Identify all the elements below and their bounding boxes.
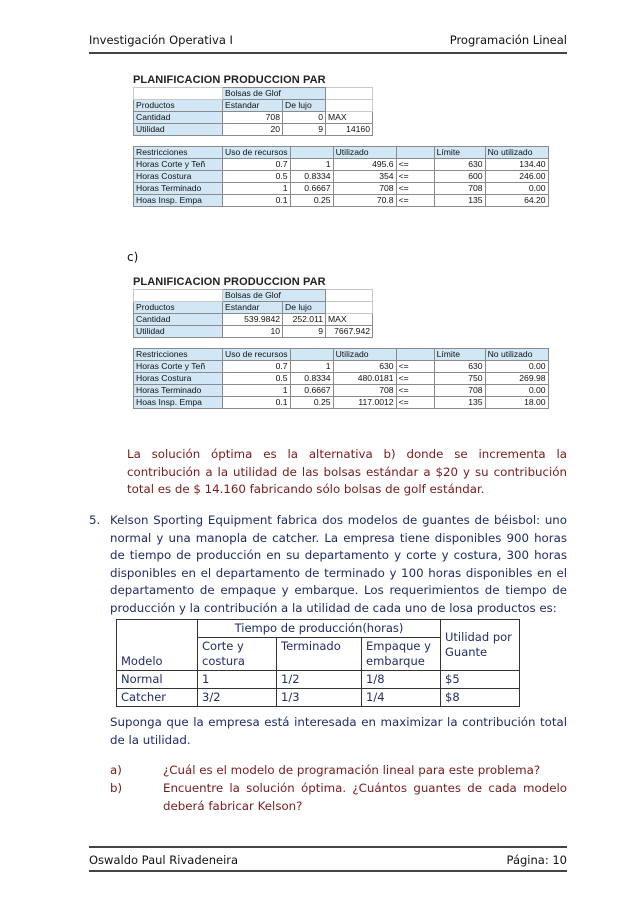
- group-header: Bolsas de Glof: [223, 88, 326, 100]
- table-row: Horas Costura 0.5 0.8334 354 <= 600 246.00: [134, 171, 549, 183]
- table-row: Horas Terminado 1 0.6667 708 <= 708 0.00: [134, 385, 549, 397]
- table-row: Productos Estandar De lujo: [134, 100, 373, 112]
- group-header: Bolsas de Glof: [223, 290, 326, 302]
- table-row: Utilidad 20 9 14160: [134, 124, 373, 136]
- footer-bottom-rule: [89, 870, 567, 872]
- table-row: Hoas Insp. Empa 0.1 0.25 117.0012 <= 135 18.00: [134, 397, 549, 409]
- col-header-empaque: Empaque y embarque: [362, 638, 441, 671]
- col-header-model: Modelo: [117, 620, 198, 671]
- col-header-terminado: Terminado: [277, 638, 362, 671]
- page-header: [89, 33, 567, 51]
- table-row: Hoas Insp. Empa 0.1 0.25 70.8 <= 135 64.20: [134, 195, 549, 207]
- problem-statement: Kelson Sporting Equipment fabrica dos modelos de guantes de béisbol: uno normal y una manopla de catcher. La empresa tiene disponibles 900 horas de tiempo de producción en su departamento y corte y costura, 300 horas disponibles en el departamento de terminado y 100 horas disponibles en el departamento de empaque y embarque. Los requerimientos de tiempo de producción y la contribución a la utilidad de cada uno de losa productos es:: [110, 513, 567, 615]
- table-row: Normal 1 1/2 1/8 $5: [117, 671, 520, 689]
- spreadsheet-constraints-table: [133, 348, 549, 409]
- problem-number: 5.: [89, 513, 101, 527]
- spreadsheet-top-table: [133, 87, 373, 136]
- table-row: Cantidad 539.9842 252.011 MAX: [134, 314, 373, 326]
- question-a-text: ¿Cuál es el modelo de programación lineal para este problema?: [163, 763, 541, 777]
- table-header-row: Restricciones Uso de recursos Utilizado Límite No utilizado: [134, 147, 549, 159]
- page-number: Página: 10: [506, 853, 567, 867]
- suppose-paragraph: Suponga que la empresa está interesada en maximizar la contribución total de la utilidad.: [110, 715, 567, 747]
- table-title: Tiempo de producción(horas): [198, 620, 441, 638]
- spreadsheet-constraints-table: [133, 146, 549, 207]
- header-rule: [89, 52, 567, 54]
- question-a-label: a): [110, 763, 122, 777]
- footer-author: Oswaldo Paul Rivadeneira: [89, 853, 239, 867]
- spreadsheet-1: [133, 74, 549, 207]
- conclusion-paragraph: La solución óptima es la alternativa b) donde se incrementa la contribución a la utilidad de las bolsas estándar a $20 y su contribución total es de $ 14.160 fabricando sólo bolsas de golf estándar.: [127, 447, 567, 496]
- col-header-utilidad: Utilidad por Guante: [441, 620, 520, 671]
- table-row: Utilidad 10 9 7667.942: [134, 326, 373, 338]
- table-row: Productos Estandar De lujo: [134, 302, 373, 314]
- col-header-corte: Corte y costura: [198, 638, 277, 671]
- question-b-text: Encuentre la solución óptima. ¿Cuántos guantes de cada modelo deberá fabricar Kelson?: [163, 781, 567, 813]
- item-label-c: c): [127, 250, 139, 264]
- footer-rule: [89, 846, 567, 848]
- question-b-label: b): [110, 781, 123, 795]
- header-course: Investigación Operativa I: [89, 33, 233, 47]
- spreadsheet-title: PLANIFICACION PRODUCCION PAR: [133, 74, 326, 86]
- table-row: Horas Corte y Teñ 0.7 1 495.6 <= 630 134.40: [134, 159, 549, 171]
- table-row: Horas Terminado 1 0.6667 708 <= 708 0.00: [134, 183, 549, 195]
- spreadsheet-2: [133, 276, 549, 409]
- table-row: Horas Corte y Teñ 0.7 1 630 <= 630 0.00: [134, 361, 549, 373]
- production-time-table: [116, 619, 520, 707]
- spreadsheet-title: PLANIFICACION PRODUCCION PAR: [133, 276, 326, 288]
- table-row: Horas Costura 0.5 0.8334 480.0181 <= 750 269.98: [134, 373, 549, 385]
- table-row: Catcher 3/2 1/3 1/4 $8: [117, 689, 520, 707]
- table-header-row: Restricciones Uso de recursos Utilizado Límite No utilizado: [134, 349, 549, 361]
- header-topic: Programación Lineal: [449, 33, 567, 47]
- table-row: Cantidad 708 0 MAX: [134, 112, 373, 124]
- spreadsheet-top-table: [133, 289, 373, 338]
